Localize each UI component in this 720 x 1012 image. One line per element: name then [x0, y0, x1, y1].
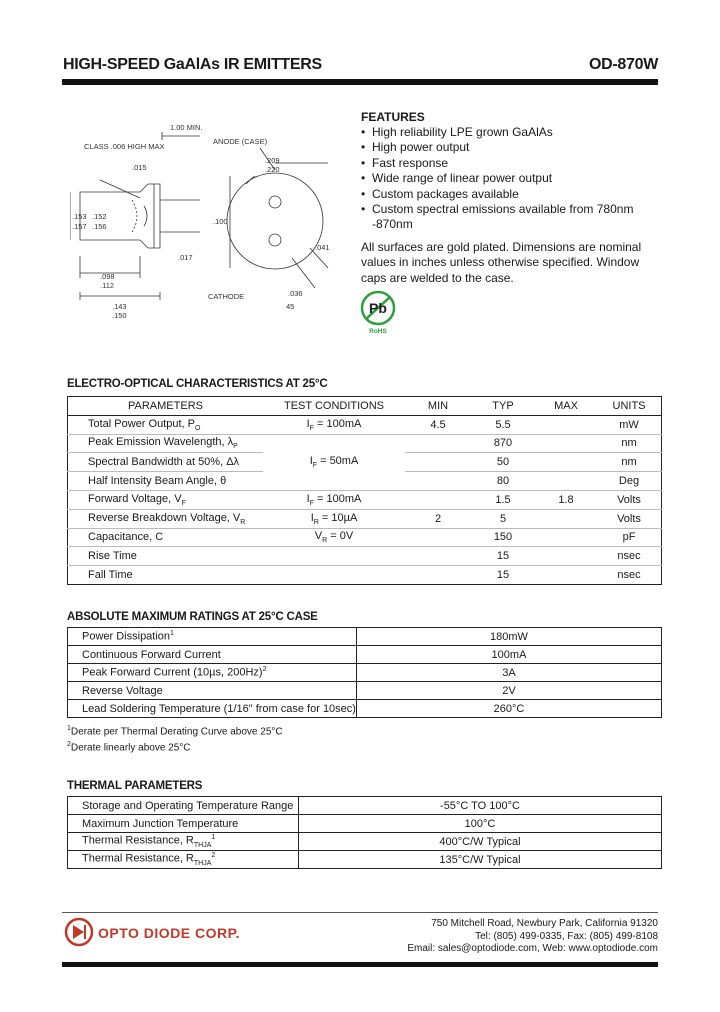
col-header: TYP	[471, 397, 535, 416]
table-row	[68, 566, 662, 585]
typ-cell: 15	[496, 569, 510, 582]
footnotes	[67, 723, 283, 755]
anode-label: ANODE (CASE)	[213, 137, 268, 146]
rating-label: Reverse Voltage	[68, 682, 357, 700]
table-row	[68, 453, 662, 472]
table-row	[68, 490, 662, 509]
unit-cell: nsec	[617, 569, 641, 582]
thermal-heading: THERMAL PARAMETERS	[67, 780, 203, 792]
col-header: MIN	[405, 397, 471, 416]
max-cell	[535, 528, 597, 547]
typ-cell: 1.5	[471, 490, 535, 509]
col-header: TEST CONDITIONS	[263, 397, 405, 416]
unit-cell: Deg	[597, 472, 662, 491]
thermal-label: Storage and Operating Temperature Range	[68, 797, 299, 815]
table-row	[68, 547, 662, 566]
company-logo-icon	[64, 917, 94, 947]
rohs-icon	[358, 290, 398, 334]
unit-cell: Volts	[597, 509, 662, 528]
table-row	[68, 472, 662, 491]
typ-cell: 80	[471, 472, 535, 491]
footer-rule	[62, 912, 658, 913]
min-cell	[405, 547, 471, 566]
table-row	[68, 434, 662, 453]
dim-min-label: 1.00 MIN.	[170, 123, 203, 132]
table-row	[68, 815, 662, 833]
thermal-value: 135°C/W Typical	[299, 851, 662, 869]
rating-label: Lead Soldering Temperature (1/16" from case for 10sec)	[68, 700, 357, 718]
table-row	[68, 509, 662, 528]
min-cell	[405, 490, 471, 509]
condition-cell: $V_R = 0V$	[263, 528, 405, 547]
condition-cell: $I_F = 50mA$	[309, 455, 359, 470]
footnote: $^2$Derate linearly above 25°C	[67, 740, 191, 754]
param-cell: Reverse Breakdown Voltage, $V_R$	[68, 509, 264, 528]
min-cell: 4.5	[405, 415, 471, 434]
rohs-pb-text: Pb	[369, 300, 387, 316]
unit-cell: pF	[597, 528, 662, 547]
param-cell: Forward Voltage, $V_F$	[68, 490, 264, 509]
param-cell: Half Intensity Beam Angle, θ	[68, 472, 264, 491]
class-label: CLASS .006 HIGH MAX	[84, 142, 165, 151]
condition-cell	[263, 472, 405, 491]
param-cell: Peak Emission Wavelength, $\lambda_P$	[68, 434, 264, 453]
table-row	[68, 415, 662, 434]
dim-label: .220	[265, 165, 280, 174]
feature-item: • High power output	[361, 140, 661, 155]
max-cell	[535, 509, 597, 528]
dim-label: .157	[72, 222, 87, 231]
thermal-value: -55°C TO 100°C	[299, 797, 662, 815]
address: 750 Mitchell Road, Newbury Park, California 91320	[431, 918, 658, 929]
dim-label: .209	[265, 156, 280, 165]
page-title: HIGH-SPEED GaAlAs IR EMITTERS	[63, 56, 322, 73]
table-row	[68, 851, 662, 869]
max-cell	[535, 415, 597, 434]
dim-label: .041	[315, 243, 330, 252]
cathode-label: CATHODE	[208, 292, 245, 301]
condition-cell	[263, 547, 405, 566]
contact-block	[407, 918, 658, 956]
rating-value: 260°C	[356, 700, 661, 718]
param-cell: Total Power Output, $P_O$	[68, 415, 264, 434]
rating-value: 3A	[356, 664, 661, 682]
dim-label: .100	[213, 217, 228, 226]
param-cell: Capacitance, C	[68, 528, 264, 547]
dim-label: .143	[112, 302, 127, 311]
condition-cell	[263, 566, 405, 585]
condition-cell: $I_F = 100mA$	[263, 415, 405, 434]
thermal-label: Maximum Junction Temperature	[68, 815, 299, 833]
dim-label: .036	[288, 289, 303, 298]
unit-cell: mW	[597, 415, 662, 434]
rating-value: 2V	[356, 682, 661, 700]
feature-item: • Fast response	[361, 156, 661, 171]
min-cell	[405, 472, 471, 491]
min-cell	[405, 434, 471, 453]
header-rule	[62, 79, 658, 85]
table-row	[68, 646, 662, 664]
min-cell	[405, 566, 471, 585]
rating-label: Continuous Forward Current	[68, 646, 357, 664]
table-row	[68, 628, 662, 646]
dim-label: .098	[100, 272, 115, 281]
rating-value: 180mW	[356, 628, 661, 646]
table-row	[68, 833, 662, 851]
param-cell: Rise Time	[68, 547, 264, 566]
condition-cell	[263, 434, 405, 453]
min-cell	[405, 528, 471, 547]
rating-label: Peak Forward Current (10µs, 200Hz)$^2$	[68, 664, 357, 682]
feature-item: • Custom packages available	[361, 187, 661, 202]
param-cell: Fall Time	[88, 569, 133, 582]
thermal-label: Thermal Resistance, $R_{THJA}^2$	[68, 851, 299, 869]
dim-label: .015	[132, 163, 147, 172]
typ-cell: 15	[471, 547, 535, 566]
min-cell: 2	[405, 509, 471, 528]
dimension-drawing	[70, 118, 340, 328]
thermal-label: Thermal Resistance, $R_{THJA}^1$	[68, 833, 299, 851]
thermal-value: 100°C	[299, 815, 662, 833]
condition-cell: $I_F = 100mA$	[263, 490, 405, 509]
param-cell: Spectral Bandwidth at 50%, Δλ	[68, 453, 264, 472]
typ-cell: 5	[471, 509, 535, 528]
col-header: UNITS	[597, 397, 662, 416]
thermal-value: 400°C/W Typical	[299, 833, 662, 851]
typ-cell: 5.5	[471, 415, 535, 434]
dim-label: 45	[286, 302, 295, 311]
table-row	[68, 797, 662, 815]
features-note: All surfaces are gold plated. Dimensions are nominal values in inches unless otherwise specified. Window caps are welded to the case.	[361, 240, 642, 285]
footnote: $^1$Derate per Thermal Derating Curve above 25°C	[67, 725, 283, 738]
table-row	[68, 528, 662, 547]
features-list	[361, 125, 661, 233]
min-cell	[405, 453, 471, 472]
max-cell: 1.8	[535, 490, 597, 509]
feature-item: • High reliability LPE grown GaAlAs	[361, 125, 661, 140]
features-heading: FEATURES	[361, 110, 425, 124]
max-cell	[535, 472, 597, 491]
part-number: OD-870W	[588, 56, 658, 73]
typ-cell: 150	[471, 528, 535, 547]
thermal-table	[67, 796, 662, 869]
typ-cell: 50	[471, 453, 535, 472]
dim-label: .153	[72, 212, 87, 221]
table-header-row	[68, 397, 662, 416]
amr-heading: ABSOLUTE MAXIMUM RATINGS AT 25°C CASE	[67, 611, 318, 623]
unit-cell: nm	[597, 453, 662, 472]
dim-label: .150	[112, 311, 127, 320]
dim-label: .152	[92, 212, 107, 221]
company-name: OPTO DIODE CORP.	[98, 925, 241, 941]
dim-label: .017	[178, 253, 193, 262]
rating-label: Power Dissipation$^1$	[68, 628, 357, 646]
unit-cell: Volts	[597, 490, 662, 509]
table-row	[68, 664, 662, 682]
eo-table	[67, 396, 662, 585]
feature-item: • Custom spectral emissions available from 780nm -870nm	[361, 202, 661, 233]
eo-heading: ELECTRO-OPTICAL CHARACTERISTICS AT 25°C	[67, 378, 328, 390]
rating-value: 100mA	[356, 646, 661, 664]
col-header: MAX	[535, 397, 597, 416]
feature-item: • Wide range of linear power output	[361, 171, 661, 186]
max-cell	[535, 547, 597, 566]
table-row	[68, 700, 662, 718]
dim-label: .112	[100, 281, 115, 290]
max-cell	[535, 434, 597, 453]
email-web: Email: sales@optodiode.com, Web: www.optodiode.com	[407, 943, 658, 955]
typ-cell: 870	[471, 434, 535, 453]
amr-table	[67, 627, 662, 718]
col-header: PARAMETERS	[68, 397, 264, 416]
condition-cell: $I_R = 10\mu A$	[263, 509, 405, 528]
max-cell	[535, 566, 597, 585]
table-row	[68, 682, 662, 700]
unit-cell: nm	[597, 434, 662, 453]
dim-label: .156	[92, 222, 107, 231]
rohs-caption: RoHS	[369, 328, 387, 334]
max-cell	[535, 453, 597, 472]
bottom-rule	[62, 962, 658, 967]
phone-fax: Tel: (805) 499-0335, Fax: (805) 499-8108	[475, 930, 658, 942]
unit-cell: nsec	[597, 547, 662, 566]
